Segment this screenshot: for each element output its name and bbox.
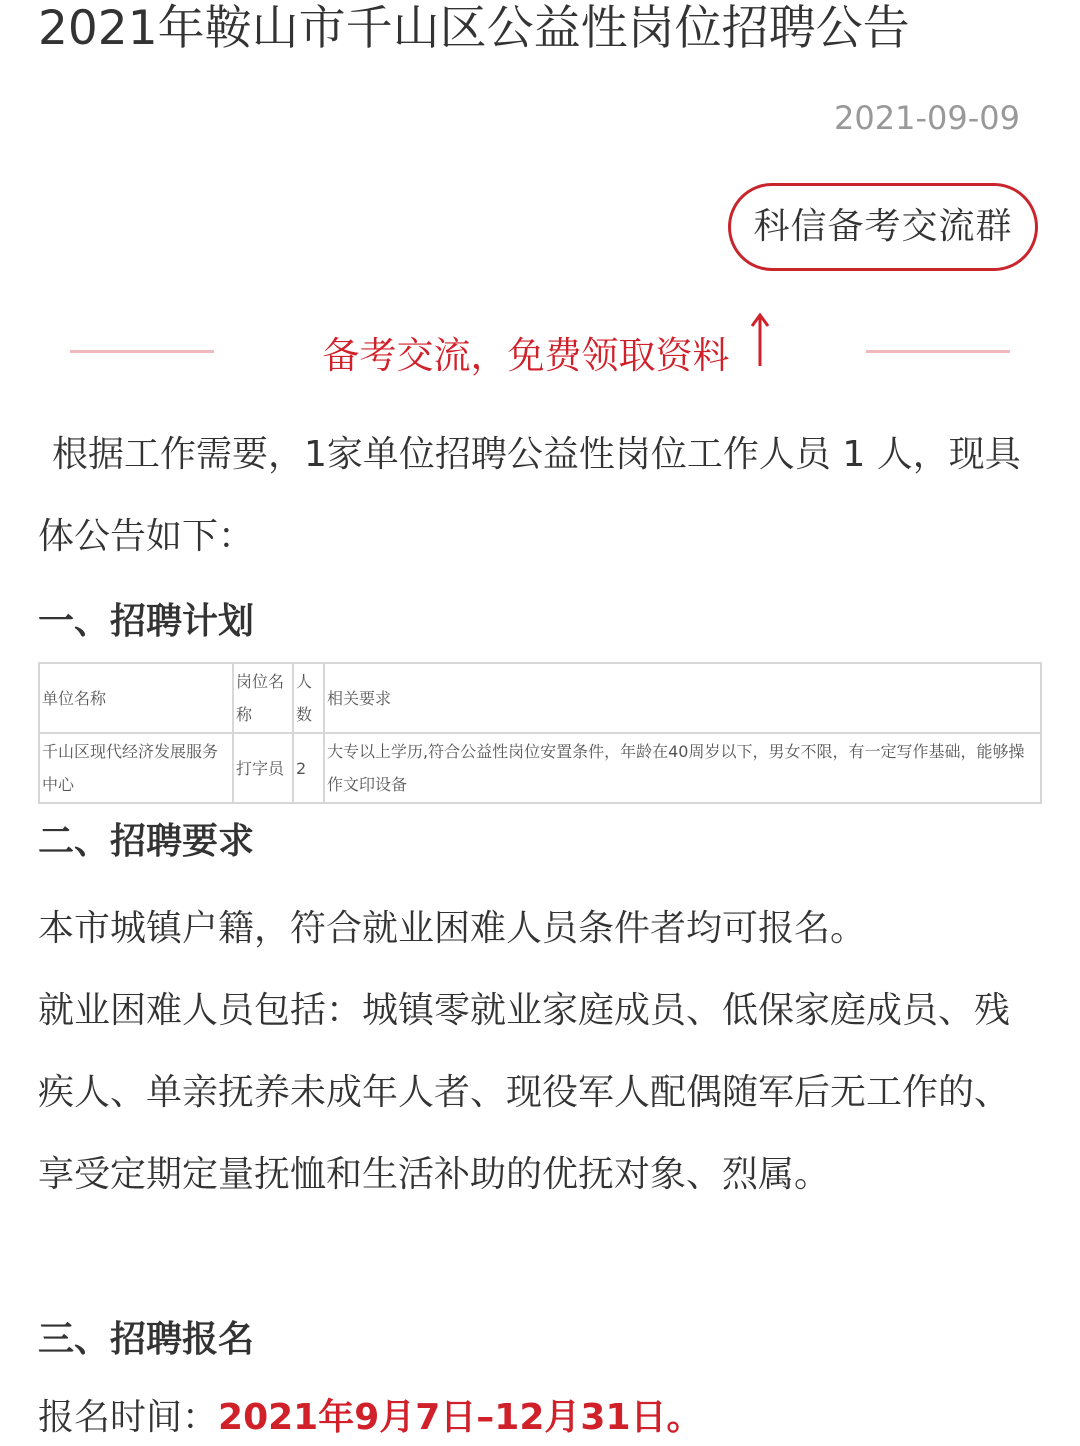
intro-paragraph: 根据工作需要，1家单位招聘公益性岗位工作人员 1 人，现具体公告如下： — [38, 434, 1021, 557]
signup-time-line — [38, 1390, 1043, 1446]
section-heading-requirements: 二、招聘要求 — [38, 821, 255, 862]
free-materials-banner[interactable]: 备考交流，免费领取资料 — [322, 334, 730, 377]
header-headcount: 人数 — [293, 663, 324, 733]
header-requirements: 相关要求 — [324, 663, 1041, 733]
signup-time-label: 报名时间： — [38, 1397, 219, 1438]
article-title: 2021年鞍山市千山区公益性岗位招聘公告 — [38, 1, 910, 56]
header-position-name: 岗位名称 — [233, 663, 293, 733]
requirements-paragraph-definition: 就业困难人员包括：城镇零就业家庭成员、低保家庭成员、残疾人、单亲抚养未成年人者、现役军人配偶随军后无工作的、享受定期定量抚恤和生活补助的优抚对象、烈属。 — [38, 990, 1011, 1195]
banner-divider-left — [70, 350, 214, 353]
section-heading-signup: 三、招聘报名 — [38, 1319, 255, 1360]
banner-divider-right — [866, 350, 1010, 353]
requirements-paragraph-eligibility: 本市城镇户籍，符合就业困难人员条件者均可报名。 — [38, 908, 867, 949]
signup-time-value: 2021年9月7日–12月31日。 — [218, 1397, 703, 1438]
cell-position-name: 打字员 — [233, 733, 293, 803]
cell-headcount: 2 — [293, 733, 324, 803]
table-header-row — [39, 663, 1041, 733]
publish-date: 2021-09-09 — [834, 99, 1020, 137]
cell-requirements: 大专以上学历,符合公益性岗位安置条件，年龄在40周岁以下，男女不限，有一定写作基础，能够操作文印设备 — [324, 733, 1041, 803]
study-group-button[interactable]: 科信备考交流群 — [728, 183, 1038, 271]
section-heading-plan: 一、招聘计划 — [38, 601, 255, 642]
recruitment-plan-table — [38, 662, 1042, 804]
table-row — [39, 733, 1041, 803]
header-unit-name: 单位名称 — [39, 663, 233, 733]
cell-unit-name: 千山区现代经济发展服务中心 — [39, 733, 233, 803]
